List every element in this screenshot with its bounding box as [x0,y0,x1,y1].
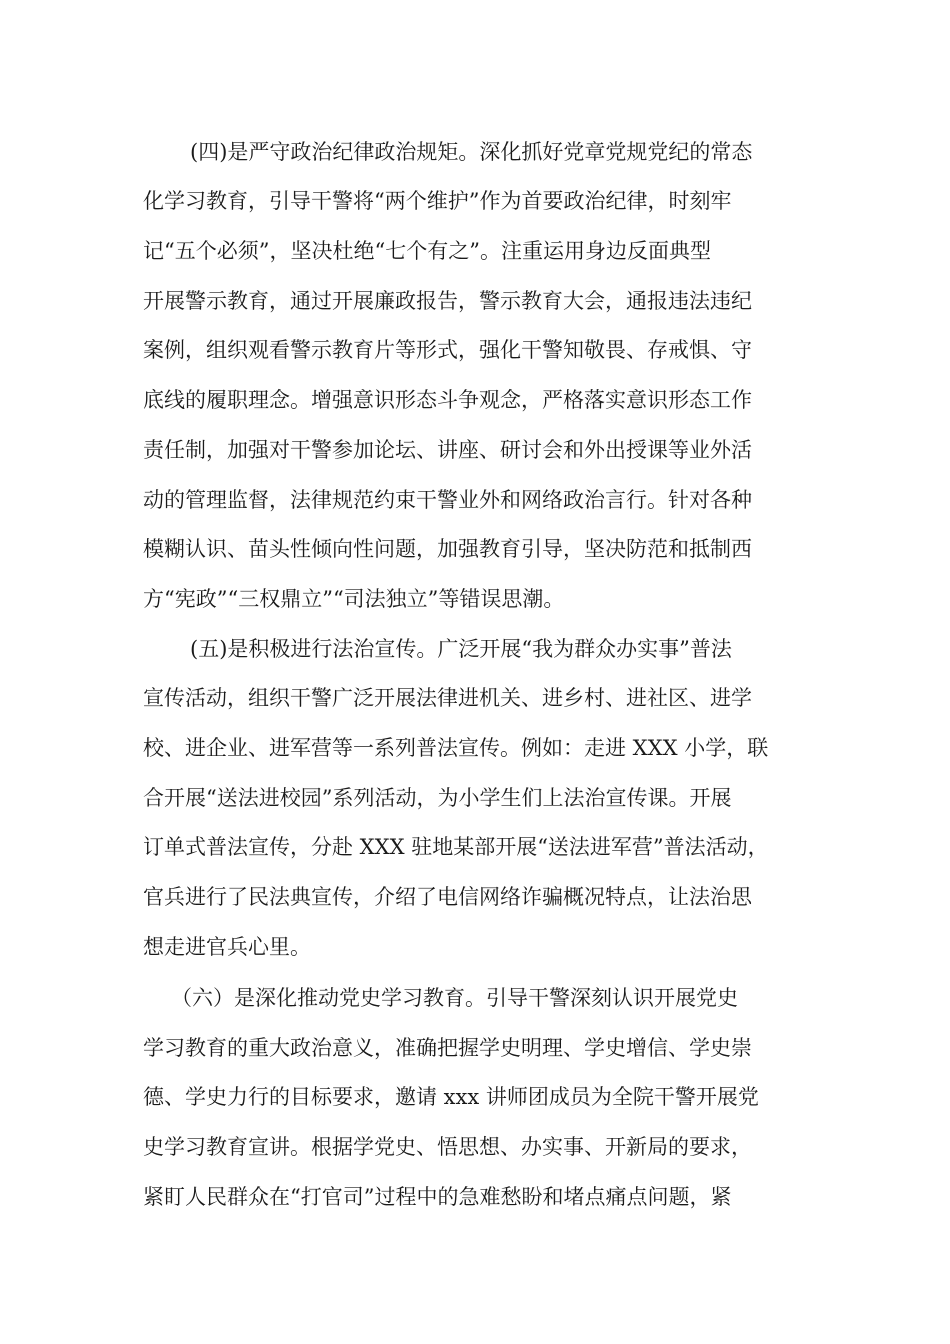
paragraph-4-line-6: 底线的履职理念。增强意识形态斗争观念，严格落实意识形态工作 [143,388,752,412]
paragraph-6-line-5: 紧盯人民群众在“打官司”过程中的急难愁盼和堵点痛点问题，紧 [143,1185,732,1209]
paragraph-5-line-1: (五)是积极进行法治宣传。广泛开展“我为群众办实事”普法 [190,637,732,661]
paragraph-5-line-2: 宣传活动，组织干警广泛开展法律进机关、进乡村、进社区、进学 [143,686,752,710]
paragraph-6-line-1: （六）是深化推动党史学习教育。引导干警深刻认识开展党史 [171,986,738,1010]
paragraph-6-line-3: 德、学史力行的目标要求，邀请 xxx 讲师团成员为全院干警开展党 [143,1085,759,1109]
paragraph-5-line-6: 官兵进行了民法典宣传，介绍了电信网络诈骗概况特点，让法治思 [143,885,752,909]
paragraph-5-line-3: 校、进企业、进军营等一系列普法宣传。例如：走进 XXX 小学，联 [143,736,769,760]
paragraph-4-line-8: 动的管理监督，法律规范约束干警业外和网络政治言行。针对各种 [143,488,752,512]
paragraph-4-line-4: 开展警示教育，通过开展廉政报告，警示教育大会，通报违法违纪 [143,289,752,313]
paragraph-5-line-7: 想走进官兵心里。 [143,935,311,959]
paragraph-4-line-9: 模糊认识、苗头性倾向性问题，加强教育引导，坚决防范和抵制西 [143,537,752,561]
paragraph-4-line-1: (四)是严守政治纪律政治规矩。深化抓好党章党规党纪的常态 [190,140,753,164]
paragraph-4-line-2: 化学习教育，引导干警将“两个维护”作为首要政治纪律，时刻牢 [143,189,732,213]
paragraph-4-line-10: 方“宪政”“三权鼎立”“司法独立”等错误思潮。 [143,587,565,611]
paragraph-5-line-5: 订单式普法宣传，分赴 XXX 驻地某部开展“送法进军营”普法活动， [143,835,769,859]
paragraph-6-line-4: 史学习教育宣讲。根据学党史、悟思想、办实事、开新局的要求， [143,1135,752,1159]
paragraph-4-line-7: 责任制，加强对干警参加论坛、讲座、研讨会和外出授课等业外活 [143,438,752,462]
paragraph-4-line-5: 案例，组织观看警示教育片等形式，强化干警知敬畏、存戒惧、守 [143,338,752,362]
paragraph-4-line-3: 记“五个必须”，坚决杜绝“七个有之”。注重运用身边反面典型 [143,239,711,263]
paragraph-5-line-4: 合开展“送法进校园”系列活动，为小学生们上法治宣传课。开展 [143,786,732,810]
paragraph-6-line-2: 学习教育的重大政治意义，准确把握学史明理、学史增信、学史崇 [143,1036,752,1060]
